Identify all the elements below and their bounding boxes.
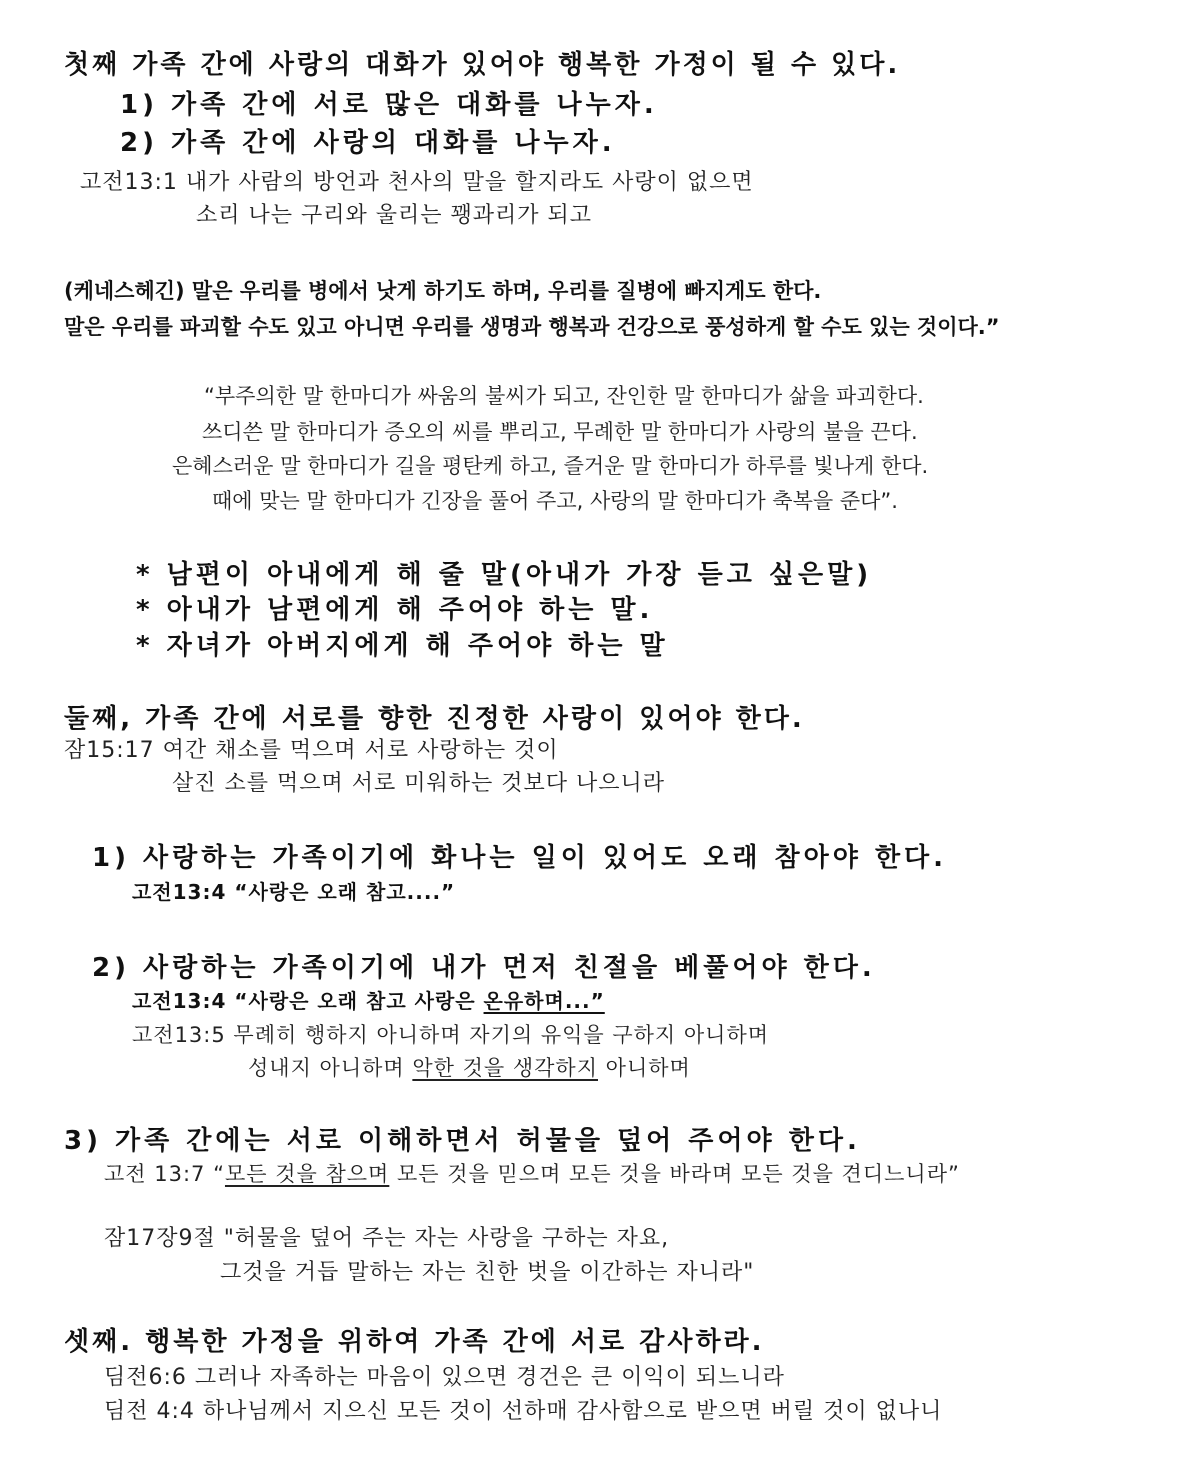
bullet-item-children: * 자녀가 아버지에게 해 주어야 하는 말 — [136, 631, 669, 661]
section1-verse-line-2: 소리 나는 구리와 울리는 꽹과리가 되고 — [196, 203, 592, 228]
section2-point-1-reference: 고전13:4 “사랑은 오래 참고....” — [132, 880, 456, 904]
kenneth-quote-line-2: 말은 우리를 파괴할 수도 있고 아니면 우리를 생명과 행복과 건강으로 풍성하게 할 수도 있는 것이다.” — [64, 315, 1000, 339]
reference-underlined-text: 온유하며...” — [483, 989, 605, 1013]
section2-verse-line-2: 살진 소를 먹으며 서로 미워하는 것보다 나으니라 — [172, 771, 666, 796]
section1-point-2: 2) 가족 간에 사랑의 대화를 나누자. — [120, 128, 616, 158]
section2-point-2-verse-line-2 — [248, 1058, 691, 1079]
verse-text-b: 아니하며 — [598, 1056, 691, 1080]
verse-underlined-text: 악한 것을 생각하지 — [412, 1056, 598, 1080]
section3-heading: 셋째. 행복한 가정을 위하여 가족 간에 서로 감사하라. — [64, 1327, 765, 1357]
section1-heading: 첫째 가족 간에 사랑의 대화가 있어야 행복한 가정이 될 수 있다. — [64, 50, 901, 80]
section2-verse-line-1: 잠15:17 여간 채소를 먹으며 서로 사랑하는 것이 — [64, 738, 559, 763]
section2-point-3-verse — [104, 1164, 960, 1185]
reference-text: 고전13:4 “사랑은 오래 참고 사랑은 — [132, 989, 484, 1013]
section3-verse-line-2: 딤전 4:4 하나님께서 지으신 모든 것이 선하매 감사함으로 받으면 버릴 것이 없나니 — [104, 1399, 943, 1424]
verse-rest: 모든 것을 믿으며 모든 것을 바라며 모든 것을 견디느니라” — [389, 1162, 960, 1186]
bullet-item-wife: * 아내가 남편에게 해 주어야 하는 말. — [136, 595, 654, 625]
poem-line-3: 은혜스러운 말 한마디가 길을 평탄케 하고, 즐거운 말 한마디가 하루를 빛나게 한다. — [172, 454, 929, 478]
section2-point-3: 3) 가족 간에는 서로 이해하면서 허물을 덮어 주어야 한다. — [64, 1126, 861, 1156]
verse-underlined-text: 모든 것을 참으며 — [224, 1162, 390, 1186]
section1-point-1: 1) 가족 간에 서로 많은 대화를 나누자. — [120, 90, 658, 120]
section2-point-2: 2) 사랑하는 가족이기에 내가 먼저 친절을 베풀어야 한다. — [92, 953, 876, 983]
verse-text-a: 성내지 아니하며 — [248, 1056, 413, 1080]
bullet-item-husband: * 남편이 아내에게 해 줄 말(아내가 가장 듣고 싶은말) — [136, 560, 873, 590]
verse-prefix: 고전 13:7 “ — [104, 1162, 225, 1186]
kenneth-quote-line-1: (케네스헤긴) 말은 우리를 병에서 낫게 하기도 하며, 우리를 질병에 빠지게도 한다. — [64, 279, 822, 303]
proverbs-line-2: 그것을 거듭 말하는 자는 친한 벗을 이간하는 자니라" — [220, 1260, 755, 1285]
section2-heading: 둘째, 가족 간에 서로를 향한 진정한 사랑이 있어야 한다. — [64, 704, 805, 734]
poem-line-4: 때에 맞는 말 한마디가 긴장을 풀어 주고, 사랑의 말 한마디가 축복을 준다”. — [212, 489, 898, 513]
poem-line-1: “부주의한 말 한마디가 싸움의 불씨가 되고, 잔인한 말 한마디가 삶을 파괴한다. — [204, 384, 924, 408]
section2-point-2-verse-line-1: 고전13:5 무례히 행하지 아니하며 자기의 유익을 구하지 아니하며 — [132, 1023, 770, 1047]
poem-line-2: 쓰디쓴 말 한마디가 증오의 씨를 뿌리고, 무례한 말 한마디가 사랑의 불을 끈다. — [202, 420, 918, 444]
section2-point-1: 1) 사랑하는 가족이기에 화나는 일이 있어도 오래 참아야 한다. — [92, 843, 948, 873]
section2-point-2-reference — [132, 991, 605, 1011]
proverbs-line-1: 잠17장9절 "허물을 덮어 주는 자는 사랑을 구하는 자요, — [104, 1226, 670, 1251]
section1-verse-line-1: 고전13:1 내가 사람의 방언과 천사의 말을 할지라도 사랑이 없으면 — [80, 170, 754, 195]
section3-verse-line-1: 딤전6:6 그러나 자족하는 마음이 있으면 경건은 큰 이익이 되느니라 — [104, 1365, 785, 1390]
